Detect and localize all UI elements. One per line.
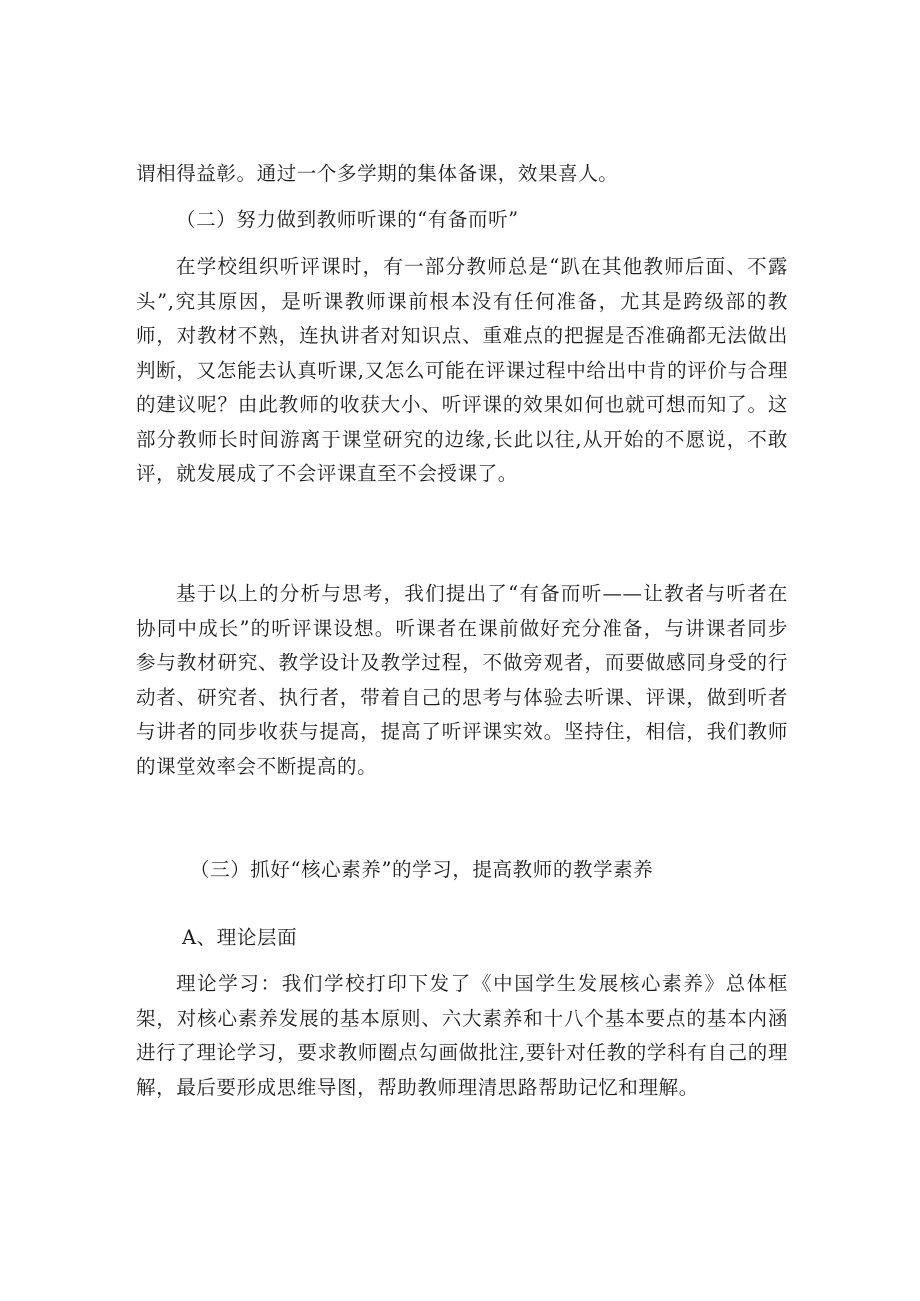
paragraph-continuation: 谓相得益彰。通过一个多学期的集体备课，效果喜人。	[136, 162, 619, 185]
paragraph-3: 理论学习：我们学校打印下发了《中国学生发展核心素养》总体框架，对核心素养发展的基本原则、六大素养和十八个基本要点的基本内涵进行了理论学习，要求教师圈点勾画做批注,要针对任教的学科有自己的理解，最后要形成思维导图，帮助教师理清思路帮助记忆和理解。	[136, 972, 788, 1099]
section-heading-3: （三）抓好“核心素养”的学习，提高教师的教学素养	[190, 858, 654, 881]
paragraph-1: 在学校组织听评课时，有一部分教师总是“趴在其他教师后面、不露头”,究其原因，是听课教师课前根本没有任何准备，尤其是跨级部的教师，对教材不熟，连执讲者对知识点、重难点的把握是否准确都无法做出判断，又怎能去认真听课,又怎么可能在评课过程中给出中肯的评价与合理的建议呢？由此教师的收获大小、听评课的效果如何也就可想而知了。这部分教师长时间游离于课堂研究的边缘,长此以往,从开始的不愿说，不敢评，就发展成了不会评课直至不会授课了。	[136, 255, 788, 485]
subheading-a: A、理论层面	[182, 926, 298, 949]
section-heading-2: （二）努力做到教师听课的“有备而听”	[176, 208, 519, 231]
paragraph-2: 基于以上的分析与思考，我们提出了“有备而听——让教者与听者在协同中成长”的听评课设想。听课者在课前做好充分准备，与讲课者同步参与教材研究、教学设计及教学过程，不做旁观者，而要做感同身受的行动者、研究者、执行者，带着自己的思考与体验去听课、评课，做到听者与讲者的同步收获与提高，提高了听评课实效。坚持住，相信，我们教师的课堂效率会不断提高的。	[136, 582, 788, 778]
